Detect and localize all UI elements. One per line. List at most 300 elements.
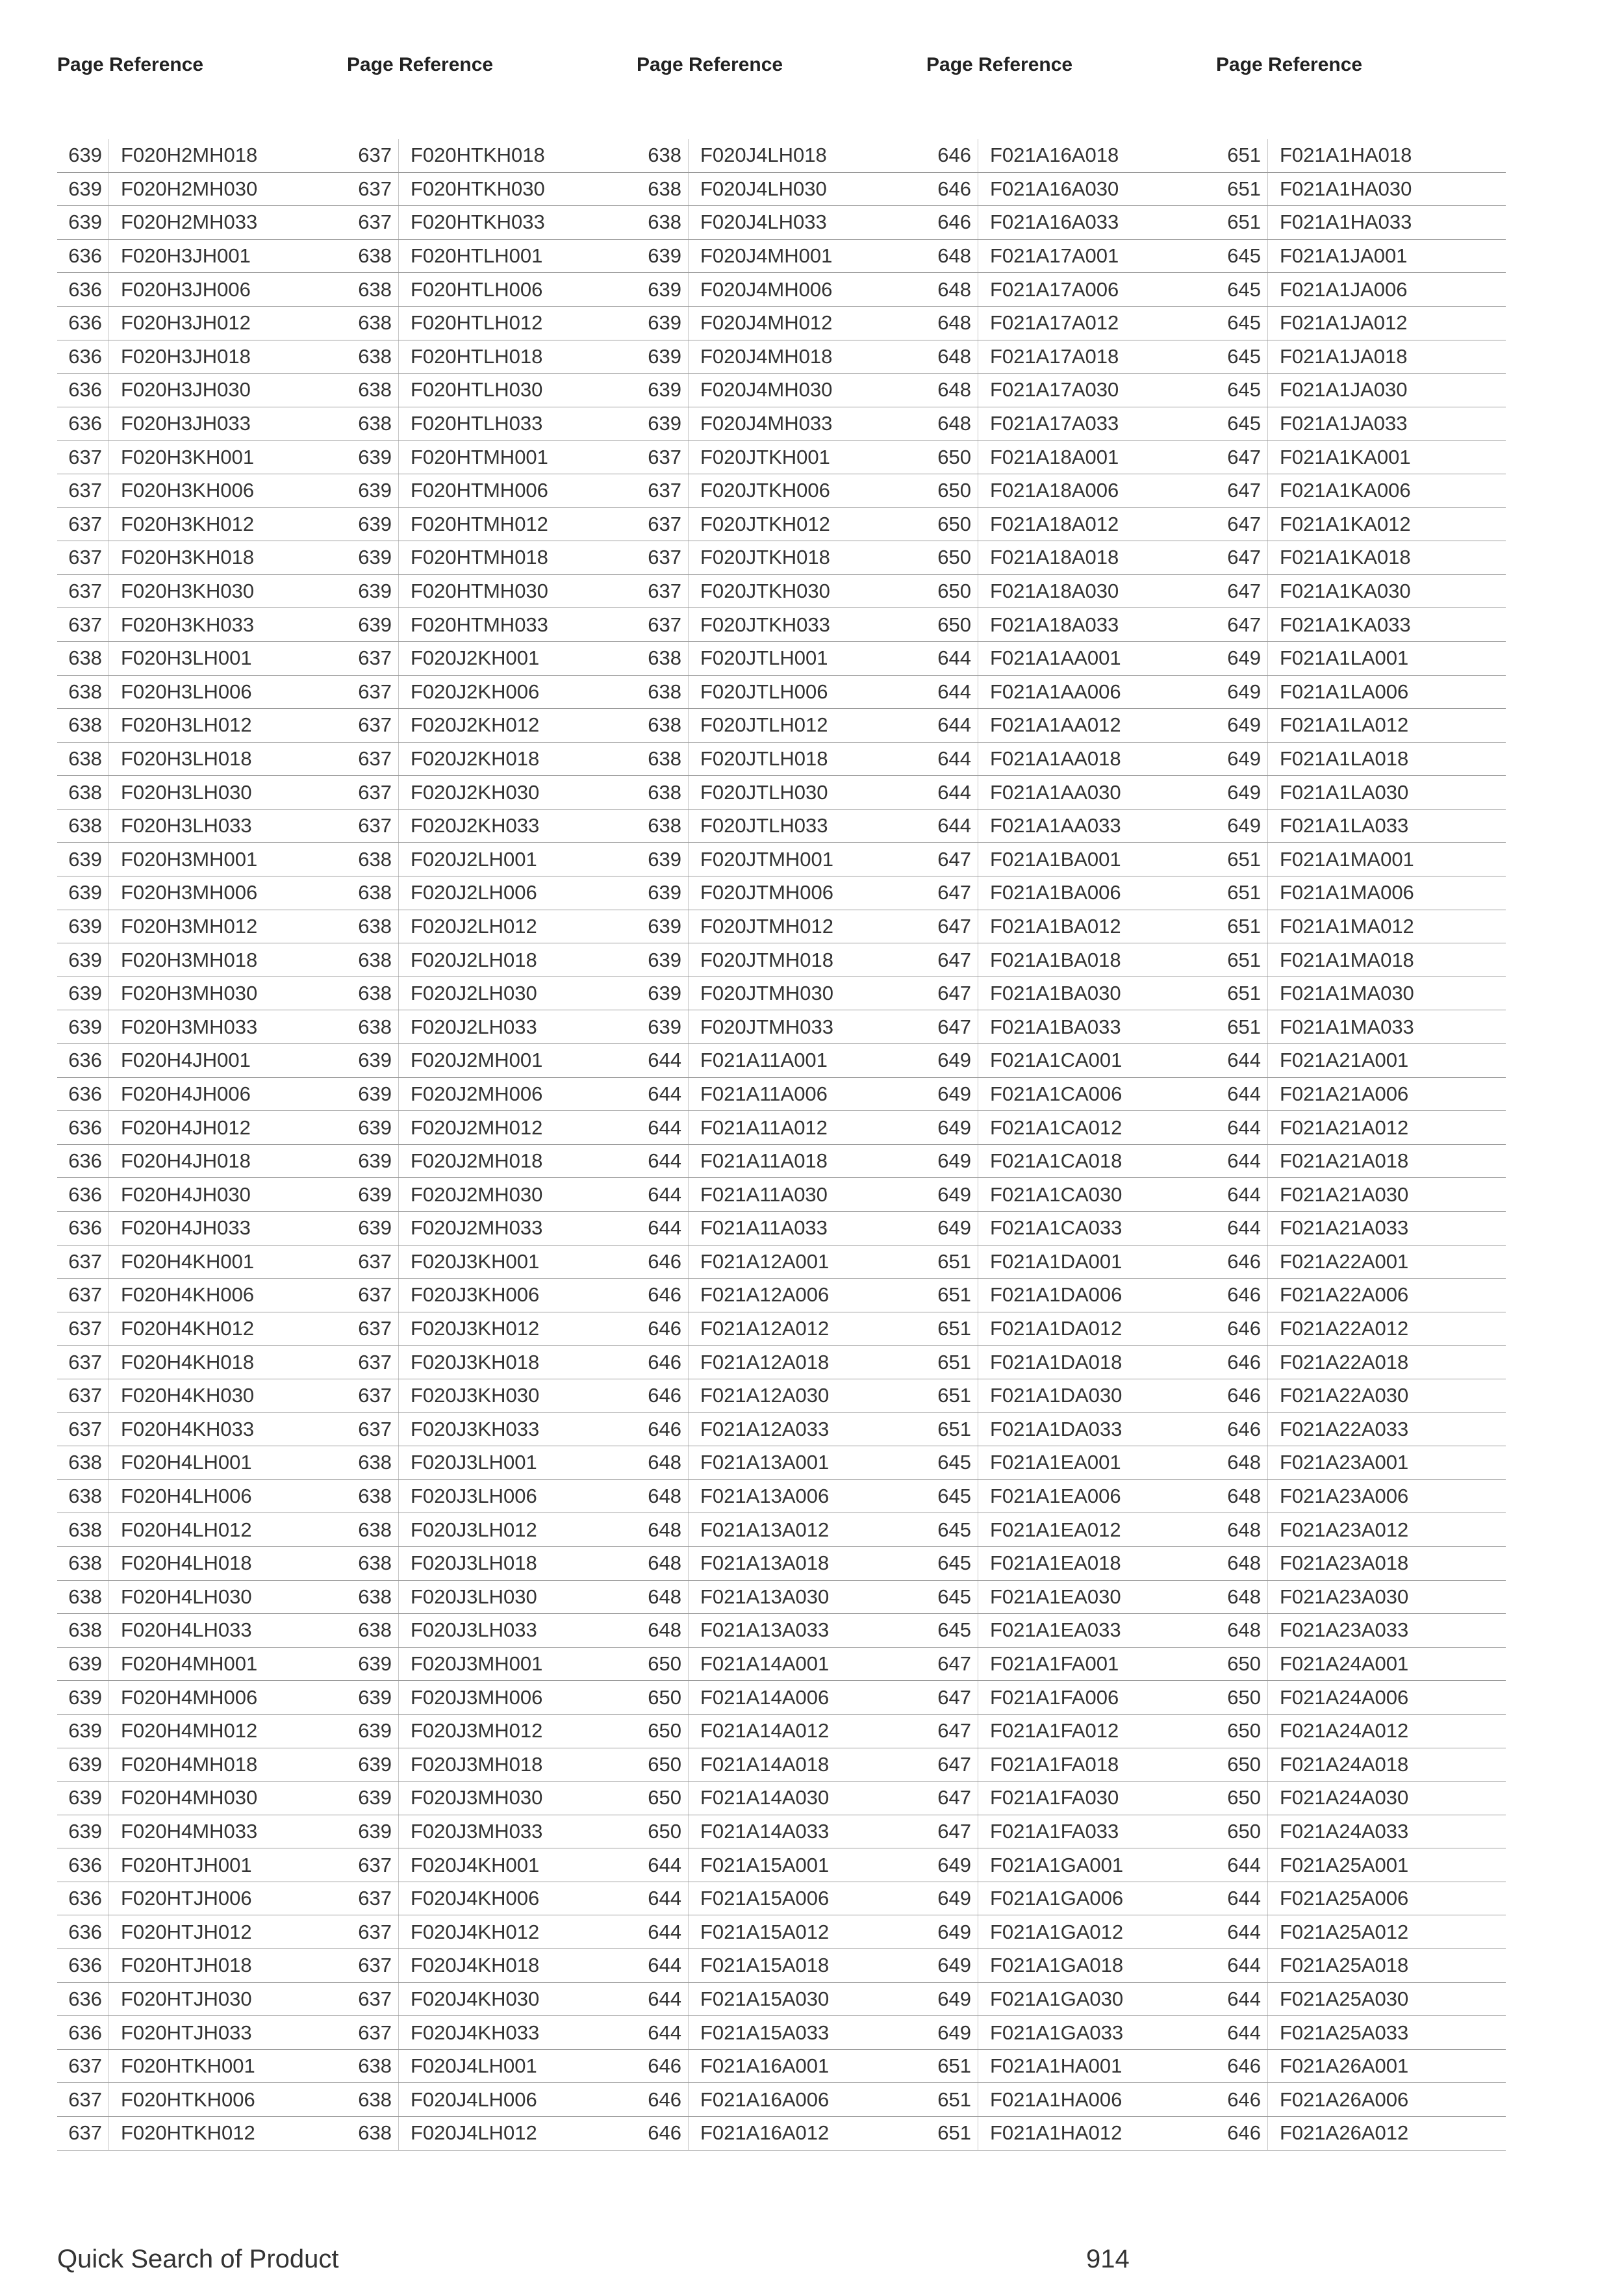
page-number-cell: 637 — [347, 139, 399, 172]
reference-cell: F020H3KH030 — [121, 580, 255, 603]
page-number-cell: 645 — [1216, 407, 1268, 441]
table-row — [926, 1681, 1216, 1715]
table-row — [637, 1614, 926, 1648]
page-number-cell: 646 — [637, 1312, 689, 1346]
reference-cell: F021A1BA030 — [990, 982, 1121, 1005]
reference-cell: F020JTMH018 — [700, 948, 834, 971]
table-row — [926, 441, 1216, 474]
page-number-cell: 650 — [637, 1815, 689, 1848]
page-number-cell: 644 — [1216, 1848, 1268, 1882]
reference-cell: F021A1MA030 — [1280, 982, 1414, 1005]
reference-cell: F020H4MH001 — [121, 1652, 258, 1676]
page-number-cell: 646 — [1216, 2083, 1268, 2116]
reference-cell: F021A24A033 — [1280, 1819, 1409, 1843]
table-row — [1216, 1983, 1506, 2017]
page-number-cell: 638 — [637, 173, 689, 206]
reference-cell: F020HTMH018 — [411, 546, 548, 569]
reference-cell: F021A21A030 — [1280, 1182, 1409, 1206]
page-number-cell: 636 — [57, 1145, 109, 1178]
page-number-cell: 636 — [57, 1949, 109, 1982]
page-number-cell: 646 — [1216, 1346, 1268, 1379]
reference-cell: F020J4LH006 — [411, 2088, 537, 2111]
page-number-cell: 636 — [57, 1111, 109, 1144]
table-row — [637, 1178, 926, 1212]
table-row — [637, 206, 926, 240]
table-row — [57, 1111, 347, 1145]
page-number-cell: 649 — [926, 1111, 978, 1144]
reference-cell: F021A12A033 — [700, 1417, 830, 1440]
reference-cell: F021A24A018 — [1280, 1752, 1409, 1776]
table-row — [637, 1212, 926, 1246]
reference-cell: F020H4JH018 — [121, 1149, 251, 1173]
page-number-cell: 644 — [926, 810, 978, 843]
table-row — [57, 273, 347, 307]
reference-cell: F020HTLH006 — [411, 277, 543, 301]
table-row — [57, 776, 347, 810]
reference-cell: F020H4LH018 — [121, 1552, 252, 1575]
reference-cell: F020HTLH030 — [411, 378, 543, 402]
table-row — [347, 676, 637, 709]
reference-cell: F020H4KH012 — [121, 1317, 255, 1340]
table-row — [926, 776, 1216, 810]
page-number-cell: 649 — [926, 1882, 978, 1915]
reference-cell: F020HTJH018 — [121, 1954, 252, 1977]
table-row — [637, 1882, 926, 1916]
table-row — [1216, 910, 1506, 944]
table-row — [1216, 1513, 1506, 1547]
page-number-cell: 638 — [57, 743, 109, 776]
reference-cell: F021A18A006 — [990, 479, 1119, 502]
page-number-cell: 637 — [57, 1279, 109, 1312]
table-row — [926, 676, 1216, 709]
page-number-cell: 636 — [57, 1178, 109, 1211]
page-number-cell: 639 — [637, 977, 689, 1010]
table-row — [637, 776, 926, 810]
table-row — [637, 1346, 926, 1379]
page-number-cell: 644 — [637, 1178, 689, 1211]
page-number-cell: 650 — [926, 474, 978, 507]
table-row — [637, 709, 926, 743]
table-row — [637, 273, 926, 307]
reference-cell: F020H4LH012 — [121, 1518, 252, 1541]
reference-cell: F021A1LA018 — [1280, 747, 1409, 770]
table-row — [926, 1648, 1216, 1681]
reference-cell: F020J2LH012 — [411, 914, 537, 938]
reference-cell: F021A22A012 — [1280, 1317, 1409, 1340]
table-row — [347, 977, 637, 1011]
reference-cell: F020J2KH033 — [411, 814, 540, 837]
reference-cell: F020J2KH018 — [411, 747, 540, 770]
table-row — [57, 1446, 347, 1480]
reference-cell: F020H3KH006 — [121, 479, 255, 502]
page-number-cell: 638 — [57, 709, 109, 742]
reference-cell: F020J2LH006 — [411, 881, 537, 904]
reference-cell: F021A1KA006 — [1280, 479, 1411, 502]
table-row — [57, 1279, 347, 1312]
table-row — [57, 1648, 347, 1681]
page-number-cell: 648 — [1216, 1614, 1268, 1647]
reference-cell: F021A14A030 — [700, 1786, 830, 1809]
reference-cell: F021A1CA018 — [990, 1149, 1123, 1173]
page-number-cell: 649 — [926, 1145, 978, 1178]
page-number-cell: 637 — [347, 206, 399, 239]
page-number-cell: 639 — [57, 139, 109, 172]
page-number-cell: 646 — [926, 139, 978, 172]
table-row — [926, 1949, 1216, 1983]
table-row — [926, 1848, 1216, 1882]
table-row — [637, 1748, 926, 1782]
reference-cell: F021A14A001 — [700, 1652, 830, 1676]
page-number-cell: 639 — [347, 474, 399, 507]
reference-cell: F020H3LH018 — [121, 747, 252, 770]
page-number-cell: 649 — [926, 1949, 978, 1982]
reference-cell: F021A23A012 — [1280, 1518, 1409, 1541]
table-row — [57, 1178, 347, 1212]
table-row — [57, 743, 347, 776]
reference-cell: F020J4LH001 — [411, 2054, 537, 2078]
page-number-cell: 647 — [926, 1010, 978, 1043]
reference-cell: F020H3JH012 — [121, 311, 251, 335]
page-number-cell: 648 — [926, 307, 978, 340]
reference-cell: F021A1AA006 — [990, 680, 1121, 703]
page-number-cell: 637 — [57, 474, 109, 507]
table-row — [926, 1983, 1216, 2017]
reference-cell: F020HTMH030 — [411, 580, 548, 603]
table-row — [347, 407, 637, 441]
page-number-cell: 639 — [57, 1748, 109, 1782]
table-row — [1216, 240, 1506, 274]
reference-cell: F021A1AA001 — [990, 646, 1121, 670]
table-row — [926, 1078, 1216, 1112]
page-number-cell: 651 — [926, 2050, 978, 2083]
page-number-cell: 639 — [347, 1815, 399, 1848]
table-row — [926, 642, 1216, 676]
table-row — [57, 474, 347, 508]
table-row — [637, 608, 926, 642]
table-row — [57, 139, 347, 173]
table-row — [926, 307, 1216, 340]
reference-cell: F020J2MH001 — [411, 1049, 543, 1072]
table-row — [57, 1480, 347, 1514]
page-number-cell: 648 — [1216, 1581, 1268, 1614]
table-row — [1216, 1178, 1506, 1212]
page-number-cell: 639 — [637, 943, 689, 977]
page-number-cell: 650 — [637, 1715, 689, 1748]
reference-cell: F020HTMH033 — [411, 613, 548, 636]
page-number-cell: 638 — [57, 1614, 109, 1647]
reference-cell: F020H3MH006 — [121, 881, 258, 904]
table-row — [926, 1346, 1216, 1379]
reference-cell: F020JTLH001 — [700, 646, 828, 670]
table-row — [637, 1815, 926, 1849]
page-number-cell: 639 — [347, 1111, 399, 1144]
reference-cell: F021A1DA018 — [990, 1350, 1123, 1373]
table-row — [1216, 1044, 1506, 1078]
table-row — [926, 2016, 1216, 2050]
reference-cell: F021A12A012 — [700, 1317, 830, 1340]
page-number-cell: 636 — [57, 1915, 109, 1948]
table-row — [347, 876, 637, 910]
table-row — [926, 1480, 1216, 1514]
page-number-cell: 636 — [57, 240, 109, 273]
reference-cell: F021A1AA033 — [990, 814, 1121, 837]
page-number-cell: 637 — [347, 776, 399, 809]
page-number-cell: 644 — [637, 1915, 689, 1948]
reference-cell: F020J3KH001 — [411, 1249, 540, 1273]
reference-cell: F020HTKH018 — [411, 144, 545, 167]
page-number-cell: 647 — [926, 843, 978, 876]
table-row — [1216, 441, 1506, 474]
reference-cell: F021A14A033 — [700, 1819, 830, 1843]
reference-cell: F020H4MH030 — [121, 1786, 258, 1809]
reference-cell: F020H4JH001 — [121, 1049, 251, 1072]
reference-cell: F021A16A006 — [700, 2088, 830, 2111]
page-number-cell: 644 — [637, 1882, 689, 1915]
table-row — [57, 508, 347, 542]
reference-cell: F020JTMH030 — [700, 982, 834, 1005]
page-number-cell: 639 — [637, 407, 689, 441]
reference-cell: F020HTMH012 — [411, 512, 548, 535]
page-number-cell: 645 — [926, 1547, 978, 1580]
page-number-cell: 639 — [57, 977, 109, 1010]
page-number-cell: 636 — [57, 374, 109, 407]
page-number-cell: 636 — [57, 307, 109, 340]
reference-cell: F021A1JA033 — [1280, 412, 1408, 435]
reference-cell: F021A15A006 — [700, 1887, 830, 1910]
reference-cell: F020J2LH001 — [411, 847, 537, 871]
table-row — [1216, 307, 1506, 340]
page-number-cell: 649 — [926, 1212, 978, 1245]
table-row — [637, 1581, 926, 1615]
reference-cell: F020H3LH030 — [121, 780, 252, 804]
reference-cell: F020H3LH033 — [121, 814, 252, 837]
page-number-cell: 639 — [57, 1681, 109, 1714]
reference-cell: F021A1AA012 — [990, 713, 1121, 737]
table-row — [347, 1949, 637, 1983]
reference-cell: F021A1HA033 — [1280, 211, 1412, 234]
table-row — [926, 1915, 1216, 1949]
page-number-cell: 637 — [57, 575, 109, 608]
reference-cell: F021A1HA030 — [1280, 177, 1412, 200]
table-row — [637, 374, 926, 407]
page-number-cell: 638 — [57, 776, 109, 809]
page-number-cell: 650 — [1216, 1782, 1268, 1815]
page-number-cell: 637 — [347, 1915, 399, 1948]
page-number-cell: 648 — [926, 340, 978, 374]
reference-cell: F020J2LH018 — [411, 948, 537, 971]
reference-cell: F020J4MH001 — [700, 244, 833, 268]
page-number-cell: 639 — [57, 843, 109, 876]
page-number-cell: 646 — [926, 173, 978, 206]
reference-cell: F020H2MH018 — [121, 144, 258, 167]
table-row — [347, 1581, 637, 1615]
page-number-cell: 637 — [57, 1246, 109, 1279]
table-row — [926, 340, 1216, 374]
page-number-cell: 638 — [347, 1480, 399, 1513]
page-number-cell: 651 — [1216, 1010, 1268, 1043]
reference-cell: F021A1EA012 — [990, 1518, 1121, 1541]
page-number-cell: 650 — [926, 575, 978, 608]
table-row — [926, 1212, 1216, 1246]
table-row — [637, 676, 926, 709]
reference-cell: F020J2LH033 — [411, 1015, 537, 1038]
page-number-cell: 639 — [57, 173, 109, 206]
table-row — [637, 2117, 926, 2151]
page-number-cell: 638 — [637, 642, 689, 675]
reference-cell: F021A12A001 — [700, 1249, 830, 1273]
reference-cell: F020J3MH030 — [411, 1786, 543, 1809]
table-row — [347, 1111, 637, 1145]
reference-cell: F020H3KH001 — [121, 445, 255, 468]
page-number-cell: 644 — [1216, 1111, 1268, 1144]
reference-cell: F020H2MH033 — [121, 211, 258, 234]
page-number-cell: 646 — [637, 1413, 689, 1446]
table-row — [637, 1681, 926, 1715]
reference-cell: F021A23A006 — [1280, 1485, 1409, 1508]
table-row — [57, 1246, 347, 1279]
page-number-cell: 638 — [57, 1446, 109, 1479]
reference-cell: F021A16A030 — [990, 177, 1119, 200]
table-row — [57, 843, 347, 876]
reference-cell: F020JTLH030 — [700, 780, 828, 804]
page-number-cell: 646 — [637, 2083, 689, 2116]
reference-cell: F021A1LA012 — [1280, 713, 1409, 737]
page-number-cell: 650 — [1216, 1815, 1268, 1848]
table-row — [57, 1078, 347, 1112]
table-row — [926, 1312, 1216, 1346]
table-row — [57, 1010, 347, 1044]
table-row — [57, 1212, 347, 1246]
table-row — [347, 1010, 637, 1044]
reference-cell: F021A11A006 — [700, 1082, 828, 1105]
page-number-cell: 645 — [926, 1581, 978, 1614]
table-row — [347, 1379, 637, 1413]
table-row — [347, 139, 637, 173]
page-number-cell: 645 — [1216, 307, 1268, 340]
reference-cell: F020HTKH030 — [411, 177, 545, 200]
reference-cell: F020H3KH018 — [121, 546, 255, 569]
table-row — [347, 1681, 637, 1715]
page-number-cell: 646 — [637, 2050, 689, 2083]
page-number-cell: 647 — [926, 1681, 978, 1714]
reference-cell: F020J3LH012 — [411, 1518, 537, 1541]
reference-cell: F020H3MH018 — [121, 948, 258, 971]
page-number-cell: 644 — [926, 676, 978, 709]
reference-cell: F020JTKH018 — [700, 546, 830, 569]
reference-cell: F021A21A033 — [1280, 1216, 1409, 1240]
table-row — [926, 2083, 1216, 2117]
table-row — [57, 1848, 347, 1882]
table-row — [926, 743, 1216, 776]
table-row — [926, 843, 1216, 876]
page-number-cell: 649 — [926, 1178, 978, 1211]
table-row — [347, 1815, 637, 1849]
reference-cell: F021A1GA018 — [990, 1954, 1124, 1977]
table-row — [347, 2050, 637, 2084]
reference-cell: F021A16A018 — [990, 144, 1119, 167]
reference-cell: F021A1KA012 — [1280, 512, 1411, 535]
reference-cell: F021A25A033 — [1280, 2021, 1409, 2044]
column-header — [1216, 45, 1506, 84]
table-row — [1216, 943, 1506, 977]
table-row — [637, 2050, 926, 2084]
reference-cell: F020H4KH030 — [121, 1384, 255, 1407]
reference-cell: F021A21A006 — [1280, 1082, 1409, 1105]
page-number-cell: 651 — [926, 1279, 978, 1312]
table-row — [637, 307, 926, 340]
page-number-cell: 639 — [57, 1010, 109, 1043]
page-number-cell: 650 — [1216, 1648, 1268, 1681]
reference-cell: F021A1LA006 — [1280, 680, 1409, 703]
reference-cell: F021A1AA018 — [990, 747, 1121, 770]
reference-cell: F021A15A012 — [700, 1920, 830, 1943]
table-row — [926, 1614, 1216, 1648]
reference-cell: F020H4KH018 — [121, 1350, 255, 1373]
page-header-label: Page — [637, 54, 683, 75]
reference-cell: F021A22A001 — [1280, 1249, 1409, 1273]
reference-cell: F021A16A012 — [700, 2121, 830, 2145]
table-row — [1216, 1882, 1506, 1916]
table-row — [926, 374, 1216, 407]
table-row — [637, 139, 926, 173]
page-number-cell: 644 — [1216, 1078, 1268, 1111]
page-number-cell: 651 — [926, 1413, 978, 1446]
reference-header-label: Reference — [399, 54, 494, 75]
table-row — [1216, 407, 1506, 441]
table-row — [347, 1848, 637, 1882]
table-row — [1216, 1480, 1506, 1514]
reference-cell: F020H3JH018 — [121, 344, 251, 368]
page-number-cell: 651 — [1216, 843, 1268, 876]
table-row — [347, 1915, 637, 1949]
page-number-cell: 638 — [347, 307, 399, 340]
reference-cell: F021A17A012 — [990, 311, 1119, 335]
reference-cell: F021A1FA012 — [990, 1719, 1119, 1743]
page-number-cell: 648 — [637, 1480, 689, 1513]
table-row — [637, 743, 926, 776]
table-row — [637, 240, 926, 274]
table-row — [57, 977, 347, 1011]
table-row — [926, 1748, 1216, 1782]
page-number-cell: 651 — [926, 1312, 978, 1346]
page-number-cell: 644 — [926, 743, 978, 776]
page-number-cell: 638 — [57, 810, 109, 843]
table-row — [637, 541, 926, 575]
reference-cell: F021A1AA030 — [990, 780, 1121, 804]
page-number-cell: 639 — [347, 1145, 399, 1178]
page-number-cell: 637 — [347, 743, 399, 776]
reference-cell: F020HTJH012 — [121, 1920, 252, 1943]
page-number-cell: 637 — [347, 1413, 399, 1446]
reference-cell: F020H2MH030 — [121, 177, 258, 200]
column-header — [347, 45, 637, 84]
reference-cell: F020J2MH012 — [411, 1116, 543, 1139]
table-row — [926, 173, 1216, 207]
page-number-cell: 636 — [57, 273, 109, 306]
table-row — [1216, 743, 1506, 776]
reference-cell: F020J4LH030 — [700, 177, 827, 200]
page-number-cell: 638 — [637, 776, 689, 809]
reference-cell: F020H4LH006 — [121, 1485, 252, 1508]
page-number-cell: 637 — [57, 608, 109, 641]
table-row — [57, 1681, 347, 1715]
page-number-cell: 646 — [1216, 2117, 1268, 2150]
reference-cell: F021A1DA033 — [990, 1417, 1123, 1440]
page-number-cell: 648 — [637, 1581, 689, 1614]
table-row — [1216, 541, 1506, 575]
table-row — [637, 340, 926, 374]
reference-cell: F021A1CA033 — [990, 1216, 1123, 1240]
